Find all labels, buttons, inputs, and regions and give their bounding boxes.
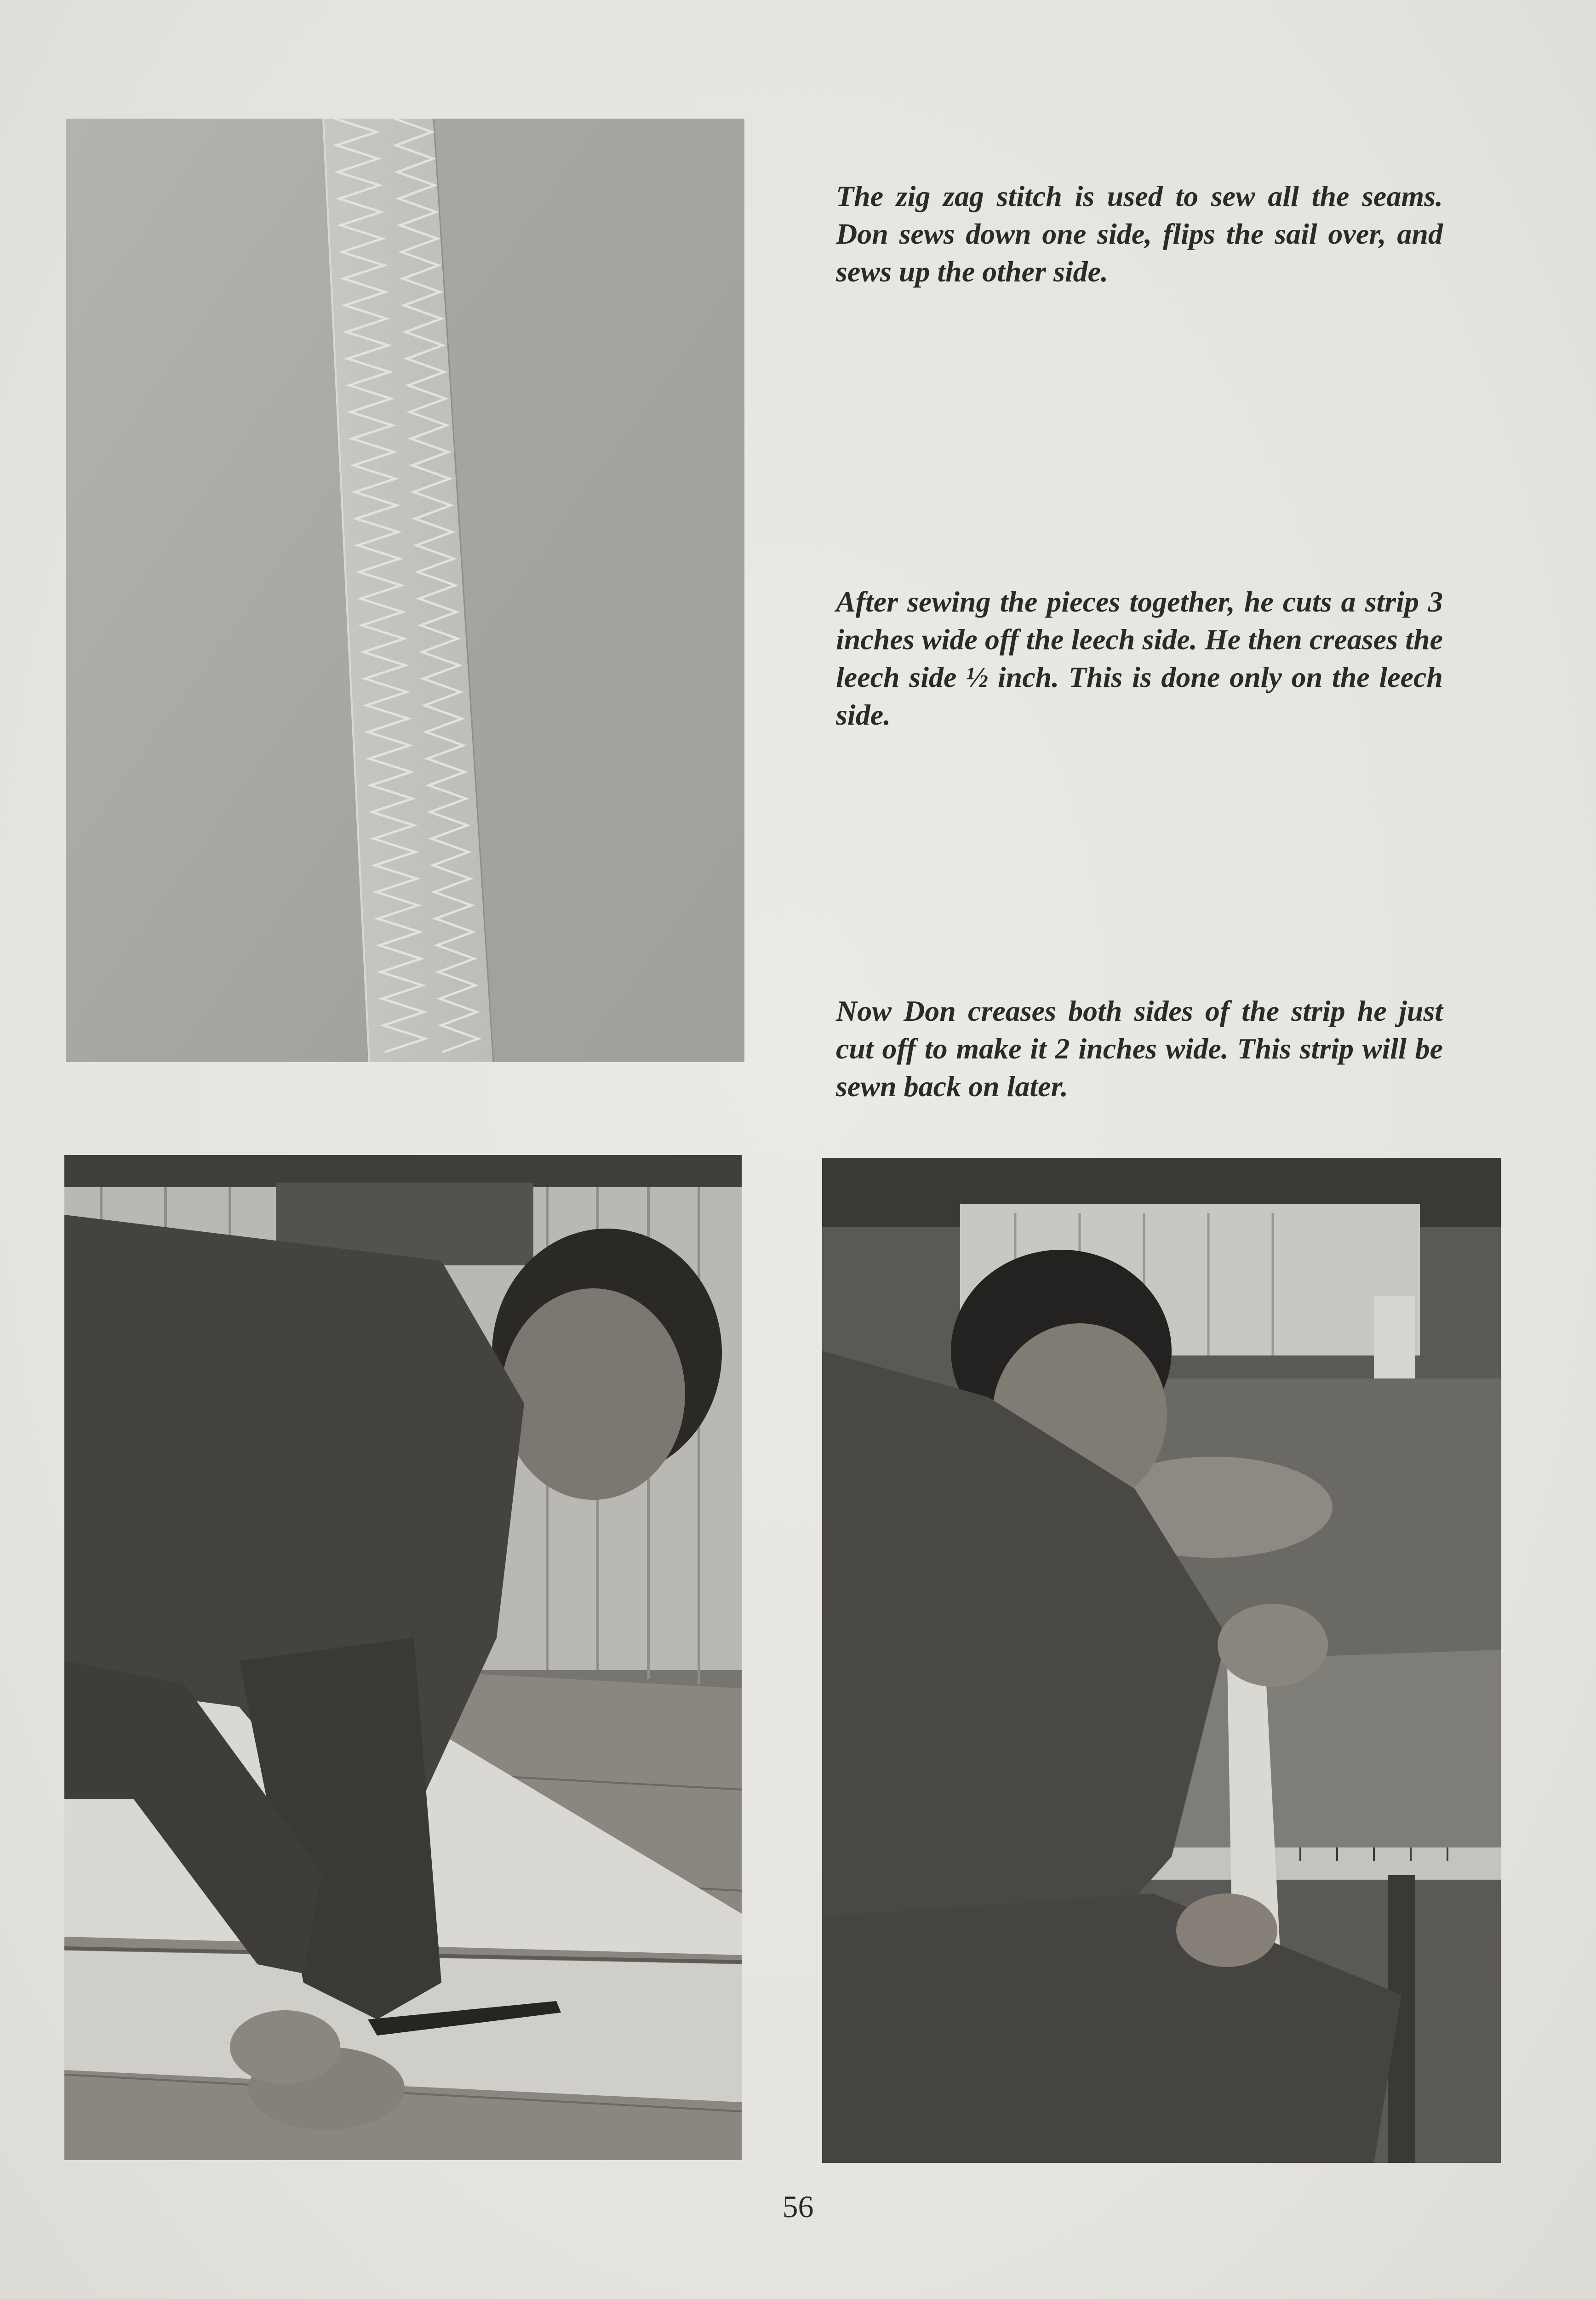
zigzag-seam-photo — [66, 119, 744, 1062]
caption-zigzag-stitch: The zig zag stitch is used to sew all the seams. Don sews down one side, flips the sail over, and sews up the other side. — [836, 180, 1443, 288]
creasing-strip-photo — [822, 1158, 1501, 2163]
zigzag-seam-illustration — [66, 119, 744, 1062]
caption-crease-strip: Now Don creases both sides of the strip he just cut off to make it 2 inches wide. This strip will be sewn back on later. — [836, 995, 1443, 1103]
cutting-strip-illustration — [64, 1155, 742, 2160]
creasing-strip-illustration — [822, 1158, 1501, 2163]
cutting-strip-photo — [64, 1155, 742, 2160]
caption-cut-leech-strip: After sewing the pieces together, he cuts a strip 3 inches wide off the leech side. He then creases the leech side ½ inch. This is done only on the leech side. — [836, 585, 1443, 731]
page-number: 56 — [782, 2189, 814, 2224]
